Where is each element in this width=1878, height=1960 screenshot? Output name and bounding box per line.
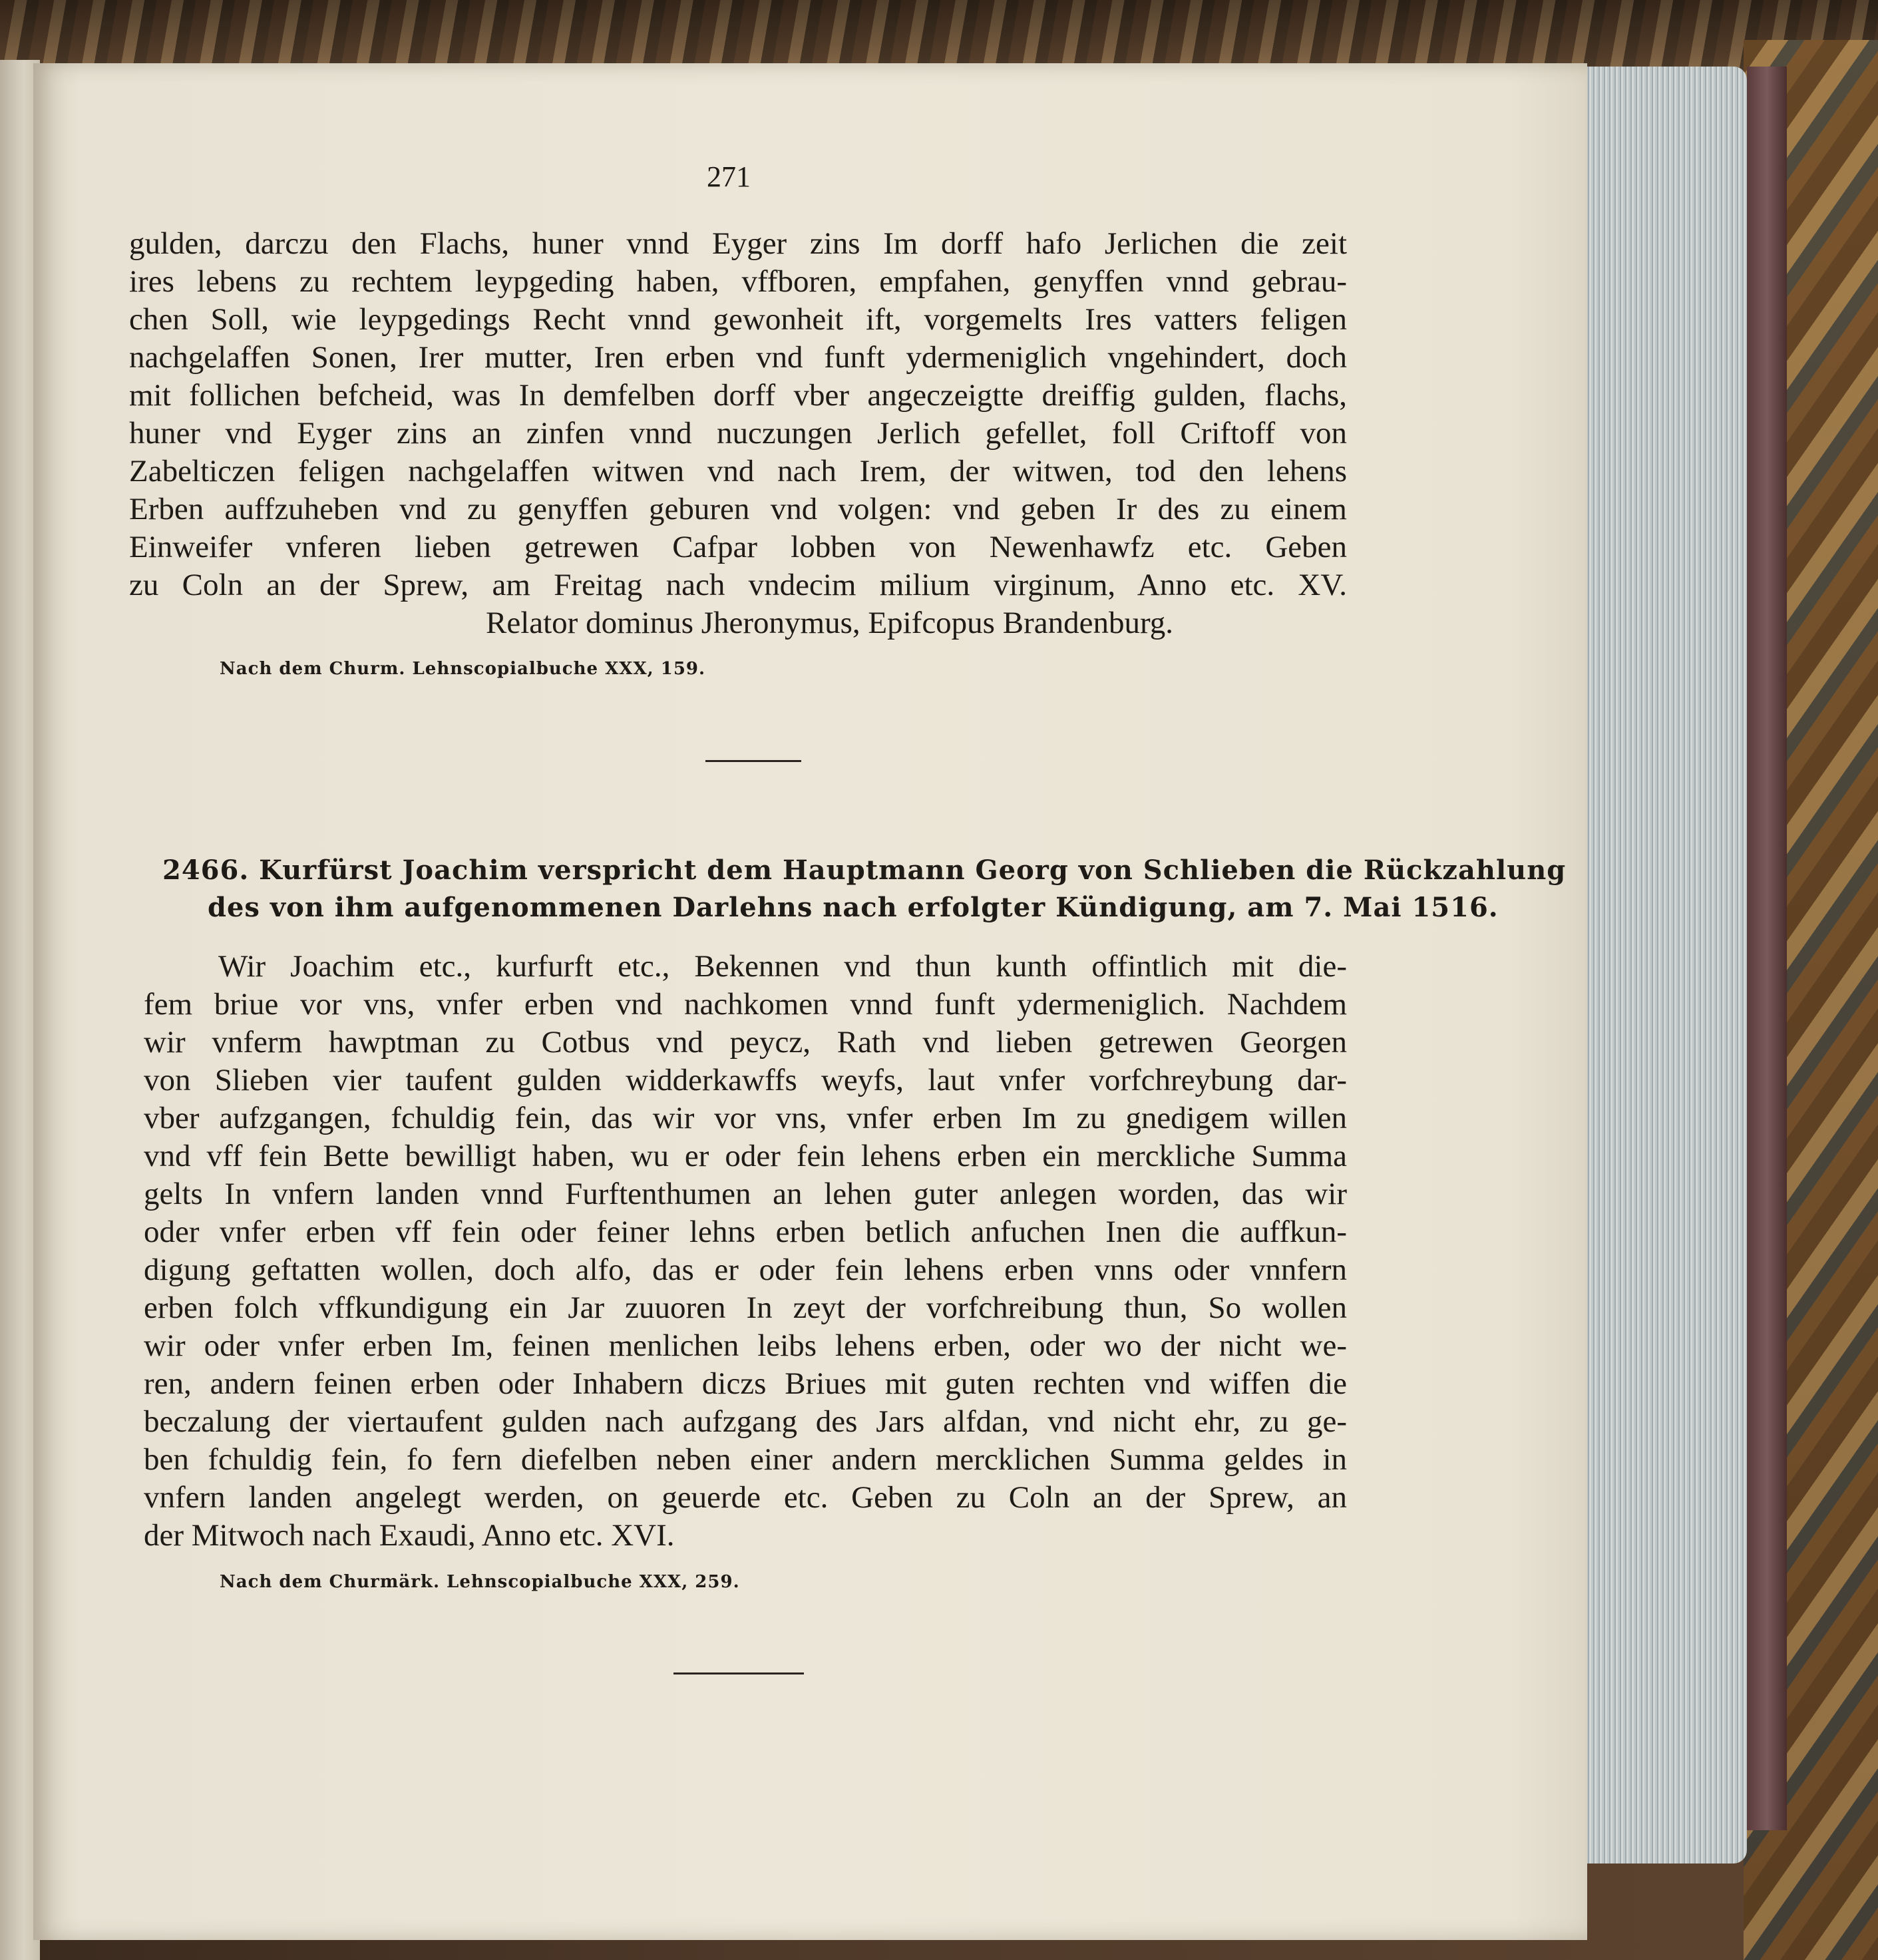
- document-heading-line2: des von ihm aufgenommenen Darlehns nach erfolgter Kündigung, am 7. Mai 1516.: [208, 892, 1499, 923]
- text-line: gulden, darczu den Flachs, huner vnnd Eyger zins Im dorff hafo Jerlichen die zeit: [129, 226, 1347, 261]
- page-stack-edge: [1581, 67, 1747, 1863]
- text-line: mit follichen befcheid, was In demfelben dorff vber angeczeigtte dreiffig gulden, flachs,: [129, 378, 1347, 413]
- text-line: nachgelaffen Sonen, Irer mutter, Iren erben vnd funft ydermeniglich vngehindert, doch: [129, 340, 1347, 375]
- text-line: erben folch vffkundigung ein Jar zuuoren In zeyt der vorfchreibung thun, So wollen: [144, 1290, 1347, 1325]
- text-line: von Slieben vier taufent gulden widderkawffs weyfs, laut vnfer vorfchreybung dar-: [144, 1063, 1347, 1097]
- text-line: Erben auffzuheben vnd zu genyffen geburen vnd volgen: vnd geben Ir des zu einem: [129, 492, 1347, 526]
- text-line: beczalung der viertaufent gulden nach aufzgang des Jars alfdan, vnd nicht ehr, zu ge-: [144, 1404, 1347, 1439]
- source-citation: Nach dem Churmärk. Lehnscopialbuche XXX, 259.: [220, 1572, 740, 1592]
- document-heading-line1: 2466. Kurfürst Joachim verspricht dem Hauptmann Georg von Schlieben die Rückzahlung: [162, 855, 1567, 886]
- text-line: Einweifer vnferen lieben getrewen Cafpar lobben von Newenhawfz etc. Geben: [129, 530, 1347, 564]
- text-line: wir vnferm hawptman zu Cotbus vnd peycz, Rath vnd lieben getrewen Georgen: [144, 1025, 1347, 1060]
- text-line: chen Soll, wie leypgedings Recht vnnd gewonheit ift, vorgemelts Ires vatters feligen: [129, 302, 1347, 337]
- text-line: huner vnd Eyger zins an zinfen vnnd nuczungen Jerlich gefellet, foll Criftoff von: [129, 416, 1347, 451]
- page-number: 271: [707, 160, 751, 193]
- text-line: Zabelticzen feligen nachgelaffen witwen vnd nach Irem, der witwen, tod den lehens: [129, 454, 1347, 489]
- text-line: ben fchuldig fein, fo fern diefelben neben einer andern mercklichen Summa geldes in: [144, 1442, 1347, 1477]
- text-line: der Mitwoch nach Exaudi, Anno etc. XVI.: [144, 1518, 675, 1553]
- section-divider: [673, 1672, 804, 1674]
- text-line: fem briue vor vns, vnfer erben vnd nachkomen vnnd funft ydermeniglich. Nachdem: [144, 987, 1347, 1022]
- text-line: gelts In vnfern landen vnnd Furftenthumen an lehen guter anlegen worden, das wir: [144, 1177, 1347, 1211]
- text-line: ires lebens zu rechtem leypgeding haben, vffboren, empfahen, genyffen vnnd gebrau-: [129, 264, 1347, 299]
- text-line: ren, andern feinen erben oder Inhabern diczs Briues mit guten rechten vnd wiffen die: [144, 1366, 1347, 1401]
- text-line: oder vnfer erben vff fein oder feiner lehns erben betlich anfuchen Inen die auffkun-: [144, 1215, 1347, 1249]
- book-cover-spine-cloth: [1747, 67, 1787, 1830]
- text-line: wir oder vnfer erben Im, feinen menlichen leibs lehens erben, oder wo der nicht we-: [144, 1328, 1347, 1363]
- source-citation: Nach dem Churm. Lehnscopialbuche XXX, 159.: [220, 659, 706, 679]
- text-line: zu Coln an der Sprew, am Freitag nach vndecim milium virginum, Anno etc. XV.: [129, 568, 1347, 602]
- relator-line: Relator dominus Jheronymus, Epifcopus Brandenburg.: [486, 606, 1173, 640]
- text-line: vnfern landen angelegt werden, on geuerde etc. Geben zu Coln an der Sprew, an: [144, 1480, 1347, 1515]
- text-line: Wir Joachim etc., kurfurft etc., Bekennen vnd thun kunth offintlich mit die-: [218, 949, 1347, 984]
- text-line: digung geftatten wollen, doch alfo, das er oder fein lehens erben vnns oder vnnfern: [144, 1253, 1347, 1287]
- text-line: vber aufzgangen, fchuldig fein, das wir vor vns, vnfer erben Im zu gnedigem willen: [144, 1101, 1347, 1135]
- text-line: vnd vff fein Bette bewilligt haben, wu er oder fein lehens erben ein merckliche Summa: [144, 1139, 1347, 1173]
- section-divider: [705, 760, 801, 762]
